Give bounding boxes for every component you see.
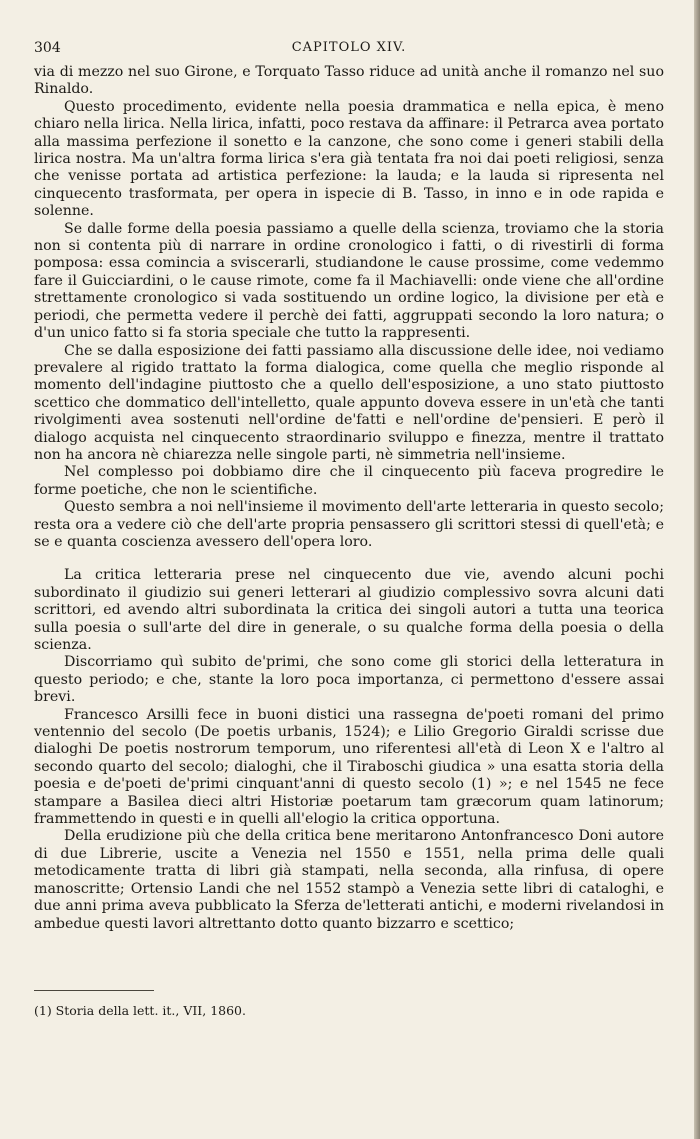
paragraph: Della erudizione più che della critica bene meritarono Antonfrancesco Doni autore di due Librerie, uscite a Venezia nel 1550 e 1551, nella prima delle quali metodicamente tratta di libri già stampati, nella seconda, alla rinfusa, di opere manoscritte; Ortensio Landi che nel 1552 stampò a Venezia sette libri di cataloghi, e due anni prima aveva pubblicato la Sferza de'letterati antichi, e moderni rivelandosi in ambedue questi lavori altrettanto dotto quanto bizzarro e scettico; <box>34 828 664 932</box>
footnote: (1) Storia della lett. it., VII, 1860. <box>34 1003 246 1018</box>
page-edge <box>694 0 700 1139</box>
paragraph: Questo sembra a noi nell'insieme il movimento dell'arte letteraria in questo secolo; resta ora a vedere ciò che dell'arte propria pensassero gli scrittori stessi di quell'età; e se e quanta coscienza avessero dell'opera loro. <box>34 499 664 550</box>
paragraph: La critica letteraria prese nel cinquecento due vie, avendo alcuni pochi subordinato il giudizio sui generi letterari al giudizio complessivo sovra alcuni dati scrittori, ed avendo altri subordinata la critica dei singoli autori a tutta una teorica sulla poesia o sull'arte del dire in generale, o su qualche forma della poesia o della scienza. <box>34 567 664 653</box>
paragraph: via di mezzo nel suo Girone, e Torquato Tasso riduce ad unità anche il romanzo nel suo Rinaldo. <box>34 64 664 98</box>
paragraph: Nel complesso poi dobbiamo dire che il cinquecento più faceva progredire le forme poetiche, che non le scientifiche. <box>34 464 664 498</box>
page-header <box>34 40 664 64</box>
paragraph: Discorriamo quì subito de'primi, che sono come gli storici della letteratura in questo periodo; e che, stante la loro poca importanza, ci permettono d'essere assai brevi. <box>34 654 664 706</box>
running-head: CAPITOLO XIV. <box>291 40 407 55</box>
paragraph: Che se dalla esposizione dei fatti passiamo alla discussione delle idee, noi vediamo prevalere al rigido trattato la forma dialogica, come quella che meglio risponde al momento dell'indagine piuttosto che a quello dell'esposizione, a uno stato piuttosto scettico che dommatico dell'intelletto, quale appunto doveva essere in un'età che tanti rivolgimenti avea sostenuti nell'ordine de'fatti e nell'ordine de'pensieri. E però il dialogo acquista nel cinquecento straordinario sviluppo e finezza, mentre il trattato non ha ancora nè chiarezza nelle singole parti, nè simmetria nell'insieme. <box>34 342 664 463</box>
paragraph: Questo procedimento, evidente nella poesia drammatica e nella epica, è meno chiaro nella lirica. Nella lirica, infatti, poco restava da affinare: il Petrarca avea portato alla massima perfezione il sonetto e la canzone, che sono come i generi stabili della lirica nostra. Ma un'altra forma lirica s'era già tentata fra noi dai poeti religiosi, senza che venisse portata ad artistica perfezione: la lauda; e la lauda si ripresenta nel cinquecento trasformata, per opera in ispecie di B. Tasso, in inno e in ode rapida e solenne. <box>34 98 664 220</box>
paragraph: Francesco Arsilli fece in buoni distici una rassegna de'poeti romani del primo ventennio del secolo (De poetis urbanis, 1524); e Lilio Gregorio Giraldi scrisse due dialoghi De poetis nostrorum temporum, uno riferentesi all'età di Leon X e l'altro al secondo quarto del secolo; dialoghi, che il Tiraboschi giudica » una esatta storia della poesia e de'poeti de'primi cinquant'anni di questo secolo (1) »; e nel 1545 ne fece stampare a Basilea dieci altri Historiæ poetarum tam græcorum quam latinorum; frammettendo in questi e in quelli all'elogio la critica opportuna. <box>34 706 664 828</box>
page-body <box>34 64 664 933</box>
footnote-divider <box>34 990 154 991</box>
page-number: 304 <box>34 40 61 56</box>
paragraph: Se dalle forme della poesia passiamo a quelle della scienza, troviamo che la storia non si contenta più di narrare in ordine cronologico i fatti, o di rivestirli di forma pomposa: essa comincia a sviscerarli, studiandone le cause prossime, come vedemmo fare il Guicciardini, o le cause rimote, come fa il Machiavelli: onde viene che all'ordine strettamente cronologico si vada sostituendo un ordine logico, la divisione per età e periodi, che permetta vedere il perchè dei fatti, aggruppati secondo la loro natura; o d'un unico fatto si fa storia speciale che tutto la rappresenti. <box>34 220 664 342</box>
